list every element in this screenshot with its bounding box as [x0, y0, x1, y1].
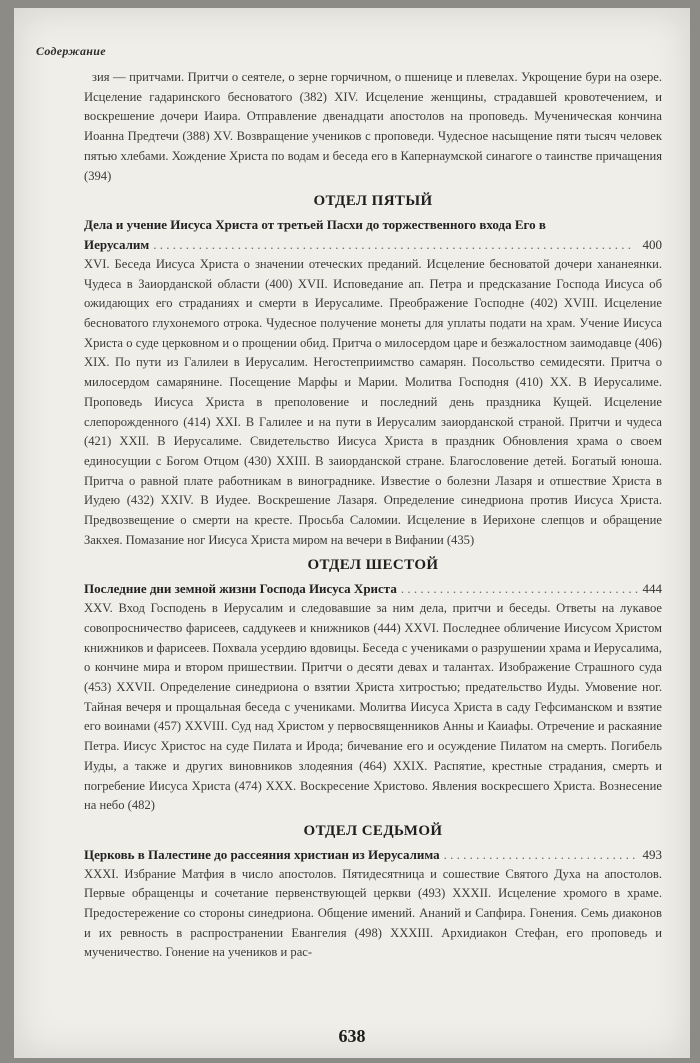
section-body: XVI. Беседа Иисуса Христа о значении отеческих преданий. Исцеление бесноватой дочери хананеянки. Чудеса в Заиорданской области (400) XVII. Исповедание ап. Петра и предсказание Господа Иисуса об ожидающих его страданиях и смерти в Иерусалиме. Преображение Господне (402) XVIII. Исцеление бесноватого глухонемого отрока. Чудесное получение монеты для уплаты подати на храм. Учение Иисуса Христа о суде церковном и о прощении обид. Притча о милосердом царе и безжалостном заимодавце (406) XIX. По пути из Галилеи в Иерусалим. Негостеприимство самарян. Посольство семидесяти. Притча о милосердом самарянине. Посещение Марфы и Марии. Молитва Господня (410) XX. В Иерусалиме. Проповедь Иисуса Христа в преполовение и последний день праздника Кущей. Исцеление слепорожденного (414) XXI. В Галилее и на пути в Иерусалим заиорданской страной. Притчи и чудеса (421) XXII. В Иерусалиме. Свидетельство Иисуса Христа в праздник Обновления храма о своем единосущии с Богом Отцом (430) XXIII. В заиорданской стране. Благословение детей. Богатый юноша. Притча о равной плате работникам в винограднике. Известие о болезни Лазаря и отшествие Христа в Иудею (432) XXIV. В Иудее. Воскрешение Лазаря. Определение синедриона против Иисуса Христа. Предвозвещение о смерти на кресте. Просьба Саломии. Исцеление в Иерихоне слепцов и обращение Закхея. Помазание ног Иисуса Христа миром на вечери в Вифании (435) [84, 256, 662, 547]
section-title: ОТДЕЛ ШЕСТОЙ [307, 557, 439, 574]
section-page-number: 493 [642, 846, 662, 862]
section-heading[interactable]: Дела и учение Иисуса Христа от третьей Пасхи до торжественного входа Его в [84, 216, 546, 232]
running-head: Содержание [36, 44, 106, 58]
section-body: XXXI. Избрание Матфия в число апостолов. Пятидесятница и сошествие Святого Духа на апостолов. Первые обращенцы и сочетание первенствующей церкви (493) XXXII. Исцеление хромого в храме. Предостережение со стороны синедриона. Общение имений. Ананий и Сапфира. Гонения. Семь диаконов и их ревность в распространении Евангелия (498) XXXIII. Архидиакон Стефан, его проповедь и мученичество. Гонение на учеников и рас- [84, 866, 662, 960]
intro-paragraph: зия — притчами. Притчи о сеятеле, о зерне горчичном, о пшенице и плевелах. Укрощение бури на озере. Исцеление гадаринского бесноватого (382) XIV. Исцеление женщины, страдавшей кровотечением, и воскрешение дочери Иаира. Отправление двенадцати апостолов на проповедь. Мученическая кончина Иоанна Предтечи (388) XV. Возвращение учеников с проповеди. Чудесное насыщение пяти тысяч человек пятью хлебами. Хождение Христа по водам и беседа его в Капернаумской синагоге о таинстве причащения (394) [84, 70, 662, 183]
section-heading: Церковь в Палестине до рассеяния христиан из Иерусалима [84, 846, 440, 862]
section-title: ОТДЕЛ СЕДЬМОЙ [303, 822, 443, 839]
dot-leader [444, 845, 639, 865]
section-heading-entry[interactable] [84, 235, 662, 255]
toc-content [84, 68, 662, 963]
section-page-number: 444 [642, 581, 662, 597]
section-heading-entry[interactable] [84, 579, 662, 599]
book-page [14, 8, 690, 1058]
section-heading-entry[interactable] [84, 845, 662, 865]
section-body: XXV. Вход Господень в Иерусалим и следовавшие за ним дела, притчи и беседы. Ответы на лукавое совопросничество фарисеев, саддукеев и книжников (444) XXVI. Последнее обличение Иисусом Христом книжников и фарисеев. Похвала усердию вдовицы. Беседа с учениками о разрушении храма и Иерусалима, о кончине мира и втором пришествии. Притчи о десяти девах и талантах. Изображение Страшного суда (453) XXVII. Определение синедриона о взятии Христа хитростью; предательство Иуды. Умовение ног. Тайная вечеря и прощальная беседа с учениками. Молитва Иисуса Христа в саду Гефсиманском и взятие его воинами (457) XXVIII. Суд над Христом у первосвященников Анны и Каиафы. Отречение и раскаяние Петра. Иисус Христос на суде Пилата и Ирода; бичевание его и осуждение Пилатом на смерть. Погибель Иуды, а также и других виновников злодеяния (464) XXIX. Распятие, крестные страдания, смерть и погребение Иисуса Христа (474) XXX. Воскресение Христово. Явления воскресшего Христа. Вознесение на небо (482) [84, 601, 662, 813]
section-heading-continuation: Иерусалим [84, 236, 150, 252]
section-heading: Последние дни земной жизни Господа Иисуса Христа [84, 581, 397, 597]
dot-leader [401, 579, 639, 599]
section-page-number: 400 [642, 236, 662, 252]
section-title: ОТДЕЛ ПЯТЫЙ [313, 193, 433, 210]
dot-leader [153, 235, 638, 255]
page-number: 638 [338, 1026, 366, 1046]
